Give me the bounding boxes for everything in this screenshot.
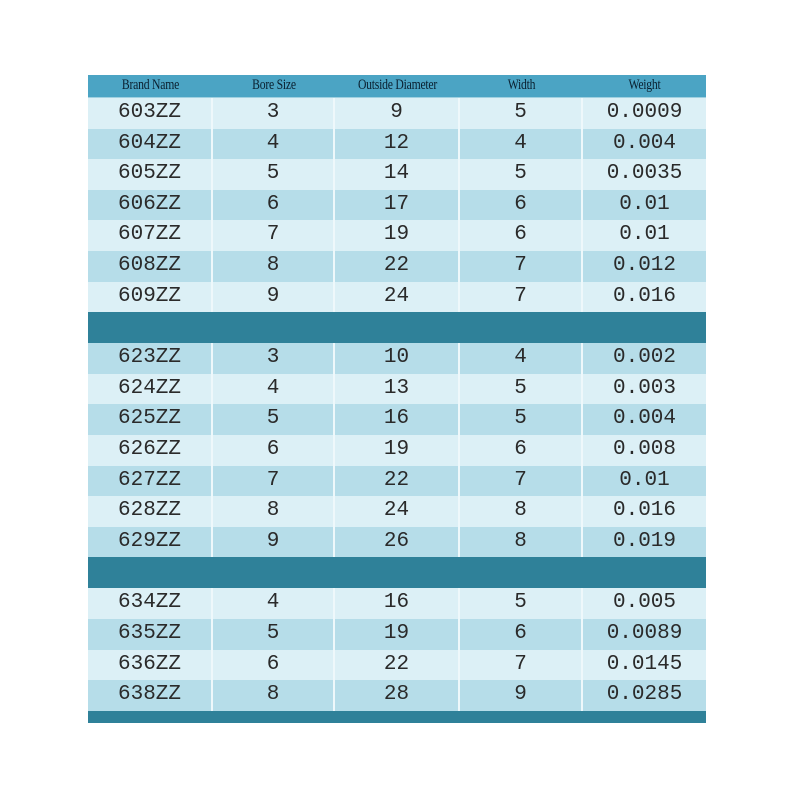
cell-weight: 0.012 bbox=[612, 253, 676, 277]
cell-bore-size: 6 bbox=[213, 650, 335, 681]
header-weight: Weight bbox=[628, 77, 661, 93]
cell-brand-name: 627ZZ bbox=[88, 466, 213, 497]
cell-outside-diameter: 26 bbox=[335, 527, 460, 558]
table-row bbox=[88, 466, 706, 497]
header-width: Width bbox=[507, 77, 536, 93]
bearing-spec-table bbox=[88, 75, 706, 723]
cell-outside-diameter: 22 bbox=[335, 650, 460, 681]
cell-width: 6 bbox=[460, 619, 583, 650]
table-row bbox=[88, 129, 706, 160]
cell-brand-name: 609ZZ bbox=[88, 282, 213, 313]
cell-weight: 0.005 bbox=[612, 591, 676, 615]
table-row bbox=[88, 251, 706, 282]
header-outside-diameter: Outside Diameter bbox=[357, 77, 438, 93]
cell-brand-name: 623ZZ bbox=[88, 343, 213, 374]
cell-brand-name: 636ZZ bbox=[88, 650, 213, 681]
header-bore-size: Bore Size bbox=[252, 77, 296, 93]
cell-outside-diameter: 16 bbox=[335, 588, 460, 619]
cell-weight: 0.016 bbox=[612, 499, 676, 523]
table-row bbox=[88, 159, 706, 190]
cell-bore-size: 5 bbox=[213, 619, 335, 650]
cell-bore-size: 5 bbox=[213, 159, 335, 190]
cell-outside-diameter: 10 bbox=[335, 343, 460, 374]
cell-width: 6 bbox=[460, 190, 583, 221]
cell-width: 5 bbox=[460, 588, 583, 619]
cell-width: 6 bbox=[460, 435, 583, 466]
cell-brand-name: 603ZZ bbox=[88, 98, 213, 129]
group-separator bbox=[88, 557, 706, 588]
cell-brand-name: 638ZZ bbox=[88, 680, 213, 711]
cell-outside-diameter: 19 bbox=[335, 220, 460, 251]
cell-outside-diameter: 17 bbox=[335, 190, 460, 221]
cell-bore-size: 9 bbox=[213, 282, 335, 313]
cell-width: 5 bbox=[460, 98, 583, 129]
cell-weight: 0.01 bbox=[619, 223, 670, 247]
cell-brand-name: 629ZZ bbox=[88, 527, 213, 558]
cell-outside-diameter: 28 bbox=[335, 680, 460, 711]
cell-brand-name: 635ZZ bbox=[88, 619, 213, 650]
table-row bbox=[88, 343, 706, 374]
cell-brand-name: 604ZZ bbox=[88, 129, 213, 160]
cell-weight: 0.01 bbox=[619, 468, 670, 492]
cell-weight: 0.016 bbox=[612, 284, 676, 308]
cell-weight: 0.0009 bbox=[606, 101, 683, 124]
cell-width: 7 bbox=[460, 282, 583, 313]
cell-bore-size: 3 bbox=[213, 343, 335, 374]
table-row bbox=[88, 680, 706, 711]
cell-outside-diameter: 22 bbox=[335, 466, 460, 497]
cell-weight: 0.003 bbox=[612, 376, 676, 400]
cell-weight: 0.0145 bbox=[606, 652, 683, 676]
cell-weight: 0.008 bbox=[612, 437, 676, 461]
table-row bbox=[88, 435, 706, 466]
cell-brand-name: 606ZZ bbox=[88, 190, 213, 221]
cell-bore-size: 6 bbox=[213, 190, 335, 221]
cell-weight: 0.01 bbox=[619, 192, 670, 216]
cell-width: 8 bbox=[460, 527, 583, 558]
cell-brand-name: 605ZZ bbox=[88, 159, 213, 190]
cell-width: 9 bbox=[460, 680, 583, 711]
cell-bore-size: 5 bbox=[213, 404, 335, 435]
cell-brand-name: 608ZZ bbox=[88, 251, 213, 282]
table-header bbox=[88, 75, 706, 98]
cell-brand-name: 628ZZ bbox=[88, 496, 213, 527]
cell-weight: 0.004 bbox=[612, 131, 676, 155]
cell-bore-size: 3 bbox=[213, 98, 335, 129]
table-row bbox=[88, 527, 706, 558]
cell-width: 6 bbox=[460, 220, 583, 251]
cell-bore-size: 8 bbox=[213, 496, 335, 527]
cell-bore-size: 4 bbox=[213, 129, 335, 160]
cell-outside-diameter: 16 bbox=[335, 404, 460, 435]
cell-width: 4 bbox=[460, 129, 583, 160]
cell-outside-diameter: 24 bbox=[335, 282, 460, 313]
group-separator bbox=[88, 312, 706, 343]
cell-bore-size: 7 bbox=[213, 466, 335, 497]
cell-weight: 0.0035 bbox=[606, 162, 683, 186]
table-row bbox=[88, 404, 706, 435]
table-row bbox=[88, 190, 706, 221]
cell-width: 5 bbox=[460, 404, 583, 435]
cell-width: 7 bbox=[460, 466, 583, 497]
cell-width: 5 bbox=[460, 159, 583, 190]
cell-outside-diameter: 19 bbox=[335, 619, 460, 650]
cell-bore-size: 8 bbox=[213, 251, 335, 282]
cell-weight: 0.004 bbox=[612, 407, 676, 431]
cell-brand-name: 607ZZ bbox=[88, 220, 213, 251]
cell-width: 5 bbox=[460, 374, 583, 405]
cell-bore-size: 4 bbox=[213, 374, 335, 405]
cell-brand-name: 625ZZ bbox=[88, 404, 213, 435]
cell-bore-size: 4 bbox=[213, 588, 335, 619]
table-row bbox=[88, 588, 706, 619]
cell-weight: 0.019 bbox=[612, 529, 676, 553]
cell-outside-diameter: 13 bbox=[335, 374, 460, 405]
cell-bore-size: 8 bbox=[213, 680, 335, 711]
group-separator bbox=[88, 711, 706, 723]
table-row bbox=[88, 374, 706, 405]
cell-weight: 0.0089 bbox=[606, 621, 683, 645]
cell-width: 8 bbox=[460, 496, 583, 527]
cell-outside-diameter: 22 bbox=[335, 251, 460, 282]
cell-outside-diameter: 9 bbox=[335, 98, 460, 129]
cell-bore-size: 9 bbox=[213, 527, 335, 558]
cell-outside-diameter: 19 bbox=[335, 435, 460, 466]
table-row bbox=[88, 496, 706, 527]
cell-weight: 0.002 bbox=[612, 346, 676, 370]
table-row bbox=[88, 619, 706, 650]
cell-bore-size: 7 bbox=[213, 220, 335, 251]
cell-brand-name: 634ZZ bbox=[88, 588, 213, 619]
cell-brand-name: 626ZZ bbox=[88, 435, 213, 466]
table-row bbox=[88, 650, 706, 681]
cell-outside-diameter: 24 bbox=[335, 496, 460, 527]
table-row bbox=[88, 98, 706, 129]
cell-width: 4 bbox=[460, 343, 583, 374]
table-row bbox=[88, 220, 706, 251]
cell-bore-size: 6 bbox=[213, 435, 335, 466]
cell-brand-name: 624ZZ bbox=[88, 374, 213, 405]
table-row bbox=[88, 282, 706, 313]
header-brand-name: Brand Name bbox=[121, 77, 180, 93]
cell-width: 7 bbox=[460, 251, 583, 282]
cell-weight: 0.0285 bbox=[606, 683, 683, 707]
cell-width: 7 bbox=[460, 650, 583, 681]
cell-outside-diameter: 14 bbox=[335, 159, 460, 190]
cell-outside-diameter: 12 bbox=[335, 129, 460, 160]
